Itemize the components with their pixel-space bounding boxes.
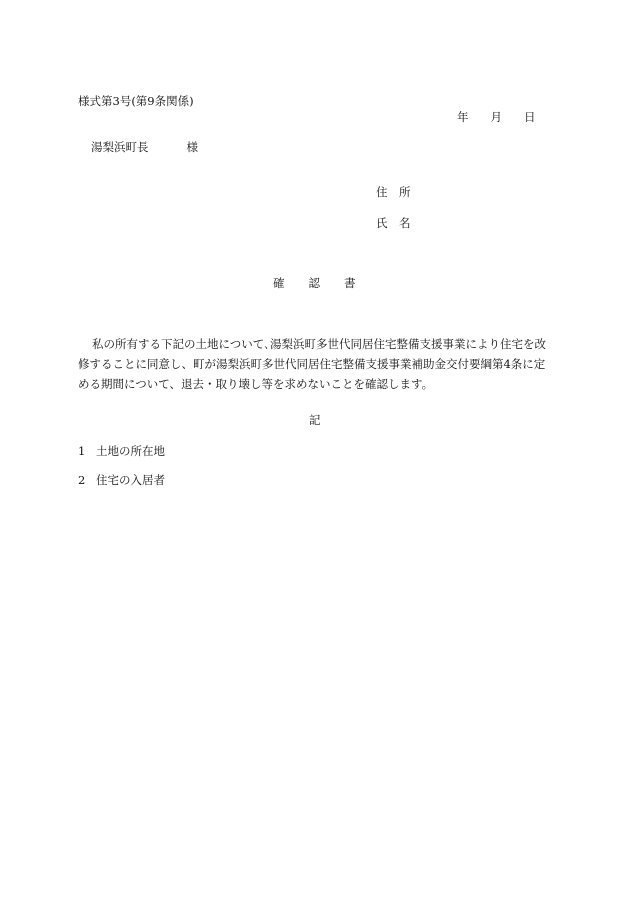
item-number: 1 [78, 444, 86, 458]
addressee-name: 湯梨浜町長 [91, 140, 149, 154]
title-char-1: 確 [273, 276, 285, 290]
item-number: 2 [78, 473, 86, 487]
date-month-label: 月 [490, 110, 502, 124]
name-label: 氏 名 [376, 216, 411, 230]
date-line [457, 112, 536, 124]
document-title [273, 278, 356, 290]
item-label: 住宅の入居者 [96, 473, 165, 487]
ki-heading: 記 [309, 413, 321, 427]
addressee-honorific: 様 [186, 140, 198, 154]
addressee [91, 142, 198, 154]
list-item [78, 475, 165, 487]
address-label: 住 所 [376, 185, 411, 199]
item-label: 土地の所在地 [96, 444, 165, 458]
list-item [78, 446, 165, 458]
date-year-label: 年 [457, 110, 469, 124]
title-char-2: 認 [308, 276, 320, 290]
date-day-label: 日 [524, 110, 536, 124]
form-number: 様式第3号(第9条関係) [78, 94, 194, 108]
title-char-3: 書 [344, 276, 356, 290]
body-paragraph: 私の所有する下記の土地について､湯梨浜町多世代同居住宅整備支援事業により住宅を改修することに同意し、町が湯梨浜町多世代同居住宅整備支援事業補助金交付要綱第4条に定める期間について、退去・取り壊し等を求めないことを確認します。 [78, 337, 547, 391]
